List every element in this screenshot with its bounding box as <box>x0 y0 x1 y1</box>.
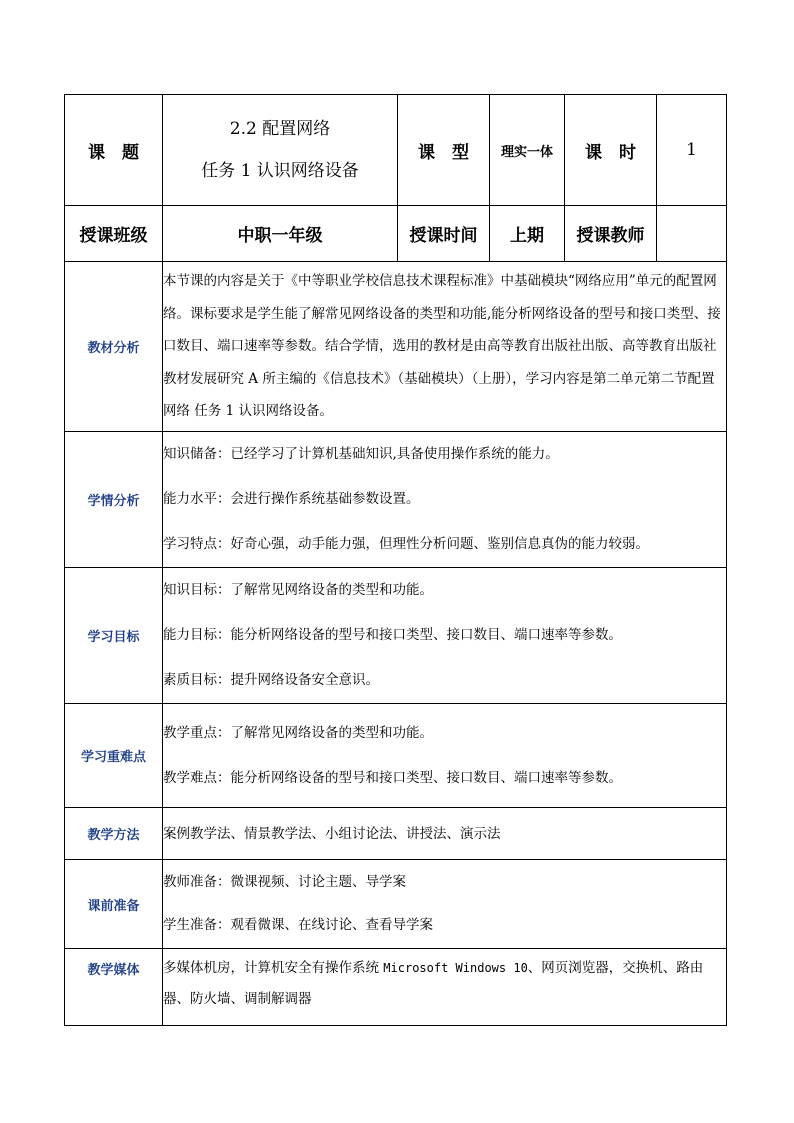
students-item-ability: 能力水平：会进行操作系统基础参数设置。 <box>163 491 420 507</box>
preparation-row <box>65 860 727 949</box>
teacher-label: 授课教师 <box>565 206 657 262</box>
goals-label: 学习目标 <box>65 568 163 704</box>
goals-item-knowledge: 知识目标：了解常见网络设备的类型和功能。 <box>163 582 433 598</box>
type-label: 课 型 <box>398 95 490 206</box>
hours-value: 1 <box>657 95 727 206</box>
class-value: 中职一年级 <box>163 206 398 262</box>
students-content <box>163 432 727 568</box>
students-item-traits: 学习特点：好奇心强，动手能力强，但理性分析问题、鉴别信息真伪的能力较弱。 <box>163 536 649 552</box>
goals-row <box>65 568 727 704</box>
lesson-title-line2: 任务 1 认识网络设备 <box>201 161 359 181</box>
preparation-teacher: 教师准备：微课视频、讨论主题、导学案 <box>163 874 406 890</box>
media-text-before: 多媒体机房，计算机安全有操作系统 <box>163 960 384 976</box>
students-item-knowledge: 知识储备：已经学习了计算机基础知识,具备使用操作系统的能力。 <box>163 446 559 462</box>
students-label: 学情分析 <box>65 432 163 568</box>
lesson-title-line1: 2.2 配置网络 <box>229 119 331 139</box>
students-row <box>65 432 727 568</box>
media-row <box>65 949 727 1026</box>
preparation-label: 课前准备 <box>65 860 163 949</box>
preparation-content <box>163 860 727 949</box>
lesson-plan-table <box>64 94 727 1026</box>
methods-label: 教学方法 <box>65 808 163 860</box>
time-label: 授课时间 <box>398 206 490 262</box>
time-value: 上期 <box>490 206 565 262</box>
topic-label: 课 题 <box>65 95 163 206</box>
type-value: 理实一体 <box>490 95 565 206</box>
key-point-difficulty: 教学难点：能分析网络设备的型号和接口类型、接口数目、端口速率等参数。 <box>163 769 622 786</box>
key-points-row <box>65 704 727 808</box>
header-row-1 <box>65 95 727 206</box>
material-text: 本节课的内容是关于《中等职业学校信息技术课程标准》中基础模块“网络应用”单元的配置网络。课标要求是学生能了解常见网络设备的类型和功能,能分析网络设备的型号和接口类型、接口数目、端口速率等参数。结合学情，选用的教材是由高等教育出版社出版、高等教育出版社教材发展研究 A 所主编的《信息技术》（基础模块）（上册），学习内容是第二单元第二节配置网络 任务 1 认识网络设备。 <box>163 262 727 432</box>
methods-text: 案例教学法、情景教学法、小组讨论法、讲授法、演示法 <box>163 808 727 860</box>
class-label: 授课班级 <box>65 206 163 262</box>
key-point-focus: 教学重点：了解常见网络设备的类型和功能。 <box>163 724 433 741</box>
hours-label: 课 时 <box>565 95 657 206</box>
media-text <box>163 949 727 1026</box>
key-points-content <box>163 704 727 808</box>
key-points-label: 学习重难点 <box>65 704 163 808</box>
goals-item-quality: 素质目标：提升网络设备安全意识。 <box>163 672 379 688</box>
goals-item-ability: 能力目标：能分析网络设备的型号和接口类型、接口数目、端口速率等参数。 <box>163 627 622 643</box>
media-text-after: 、网页浏览器，交换机、路由器、防火墙、调制解调器 <box>163 960 704 1007</box>
media-os-name: Microsoft Windows 10 <box>383 961 528 975</box>
material-row <box>65 262 727 432</box>
media-label: 教学媒体 <box>65 949 163 1026</box>
header-row-2 <box>65 206 727 262</box>
preparation-student: 学生准备：观看微课、在线讨论、查看导学案 <box>163 917 433 933</box>
goals-content <box>163 568 727 704</box>
lesson-title <box>163 95 398 206</box>
teacher-value <box>657 206 727 262</box>
methods-row <box>65 808 727 860</box>
material-label: 教材分析 <box>65 262 163 432</box>
